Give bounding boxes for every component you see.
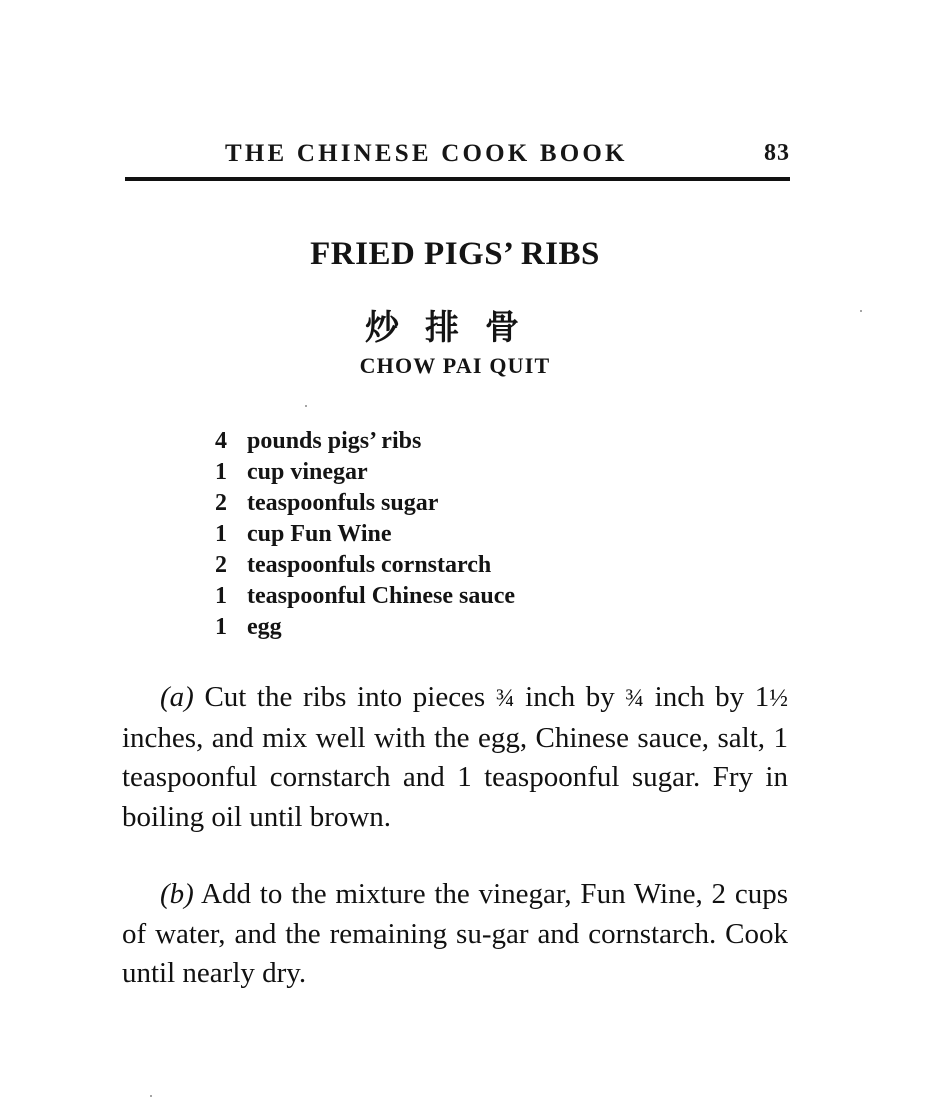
page-number: 83 (764, 140, 790, 166)
step-text: inch by (514, 681, 626, 713)
ingredient-name: cup Fun Wine (247, 521, 392, 547)
ingredient-item (215, 550, 515, 581)
ingredient-item (215, 457, 515, 488)
print-speck (305, 405, 307, 407)
ingredient-item (215, 612, 515, 643)
ingredient-qty: 2 (215, 490, 227, 516)
ingredient-name: egg (247, 614, 282, 640)
ingredient-name: cup vinegar (247, 459, 368, 485)
ingredient-qty: 1 (215, 459, 227, 485)
ingredient-item (215, 488, 515, 519)
header-rule (125, 177, 790, 181)
ingredient-qty: 4 (215, 428, 227, 454)
step-text: Cut the ribs into pieces (204, 681, 496, 713)
fraction: ¾ (625, 685, 645, 712)
ingredient-qty: 1 (215, 614, 227, 640)
ingredient-item (215, 581, 515, 612)
step-text: inch by 1 (644, 681, 770, 713)
ingredient-item (215, 519, 515, 550)
step-text: Add to the mixture the vinegar, Fun Wine, 2 cups of water, and the remaining su-gar and cornstarch. Cook until nearly dry. (122, 878, 788, 989)
ingredient-qty: 2 (215, 552, 227, 578)
ingredient-name: teaspoonfuls sugar (247, 490, 439, 516)
step-label: (b) (160, 878, 194, 910)
ingredient-name: teaspoonfuls cornstarch (247, 552, 492, 578)
ingredient-list (215, 426, 515, 643)
chinese-title: 炒排骨 (365, 308, 545, 348)
running-title: THE CHINESE COOK BOOK (225, 140, 628, 167)
running-head (125, 140, 790, 170)
romanized-title: CHOW PAI QUIT (359, 353, 551, 378)
print-speck (860, 310, 862, 312)
print-speck (150, 1095, 152, 1097)
recipe-title: FRIED PIGS’ RIBS (310, 236, 600, 272)
fraction: ½ (769, 685, 789, 712)
ingredient-qty: 1 (215, 583, 227, 609)
step-label: (a) (160, 681, 194, 713)
step-text: inches, and mix well with the egg, Chinese sauce, salt, 1 teaspoonful cornstarch and 1 teaspoonful sugar. Fry in boiling oil until brown. (122, 721, 788, 833)
ingredient-name: pounds pigs’ ribs (247, 428, 422, 454)
ingredient-item (215, 426, 515, 457)
fraction: ¾ (495, 685, 515, 712)
step-b-paragraph (122, 875, 788, 994)
ingredient-qty: 1 (215, 521, 227, 547)
ingredient-name: teaspoonful Chinese sauce (247, 583, 516, 609)
step-a-paragraph (122, 678, 788, 837)
